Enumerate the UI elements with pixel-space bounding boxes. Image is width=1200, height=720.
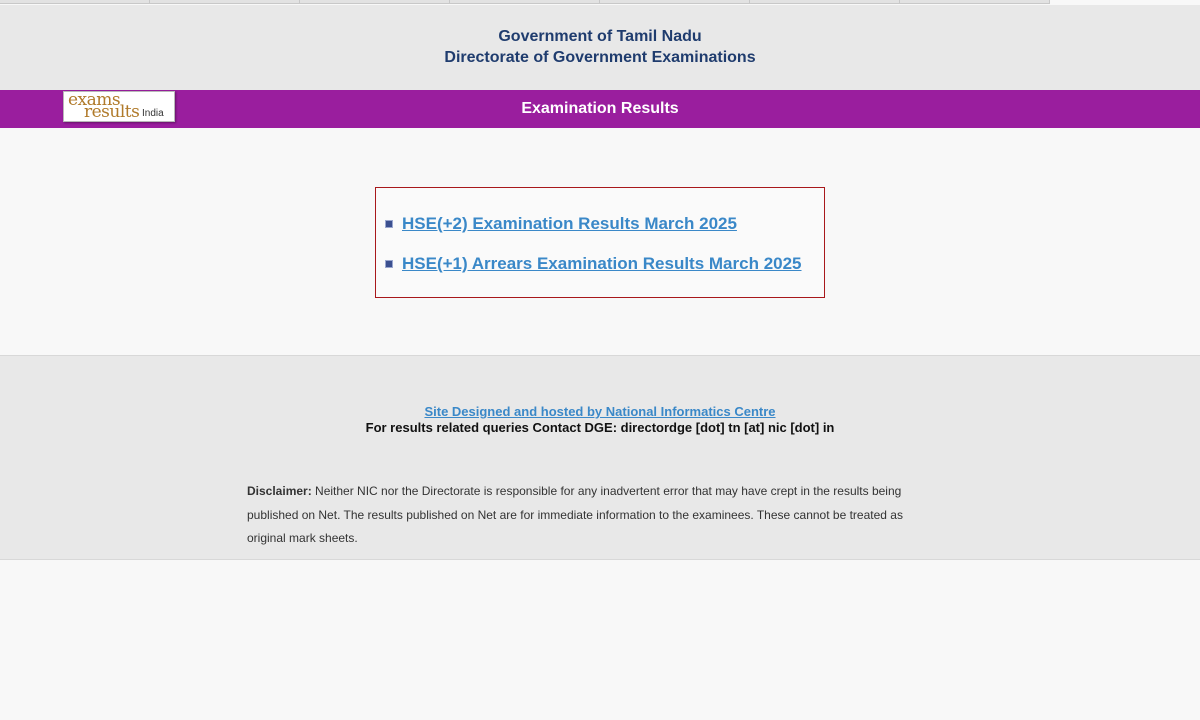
hse-plus1-arrears-results-link[interactable]: HSE(+1) Arrears Examination Results March 2025 — [402, 254, 802, 273]
contact-info: For results related queries Contact DGE: directordge [dot] tn [at] nic [dot] in — [365, 420, 835, 435]
top-nav-spacer — [1050, 0, 1200, 4]
top-nav-cell[interactable] — [0, 0, 150, 4]
title-banner — [0, 90, 1200, 128]
top-nav-cell[interactable] — [300, 0, 450, 4]
hse-plus2-results-link[interactable]: HSE(+2) Examination Results March 2025 — [402, 214, 737, 233]
banner-title: Examination Results — [521, 100, 679, 117]
government-title: Government of Tamil Nadu — [498, 28, 702, 45]
logo-word-india: India — [142, 108, 164, 119]
top-nav-cell[interactable] — [150, 0, 300, 4]
directorate-title: Directorate of Government Examinations — [444, 49, 756, 66]
result-list-item — [385, 253, 802, 275]
page-footer — [0, 355, 1200, 560]
bullet-icon — [385, 260, 393, 268]
top-nav-cell[interactable] — [600, 0, 750, 4]
result-list-item — [385, 213, 737, 235]
bullet-icon — [385, 220, 393, 228]
top-nav-cell[interactable] — [450, 0, 600, 4]
top-nav-cell[interactable] — [750, 0, 900, 4]
logo-word-exams: exams — [68, 90, 121, 110]
disclaimer-text: Neither NIC nor the Directorate is responsible for any inadvertent error that may have crept in the results being published on Net. The results published on Net are for immediate information to the examinees. These cannot be treated as original mark sheets. — [247, 484, 903, 545]
disclaimer-label: Disclaimer: — [247, 484, 312, 498]
nic-site-link[interactable]: Site Designed and hosted by National Informatics Centre — [424, 404, 776, 419]
main-content — [0, 128, 1200, 355]
logo-word-results: results — [84, 102, 140, 122]
page-header — [0, 5, 1200, 90]
results-link-box — [375, 187, 825, 298]
disclaimer — [247, 480, 937, 551]
top-nav-cell[interactable] — [900, 0, 1050, 4]
